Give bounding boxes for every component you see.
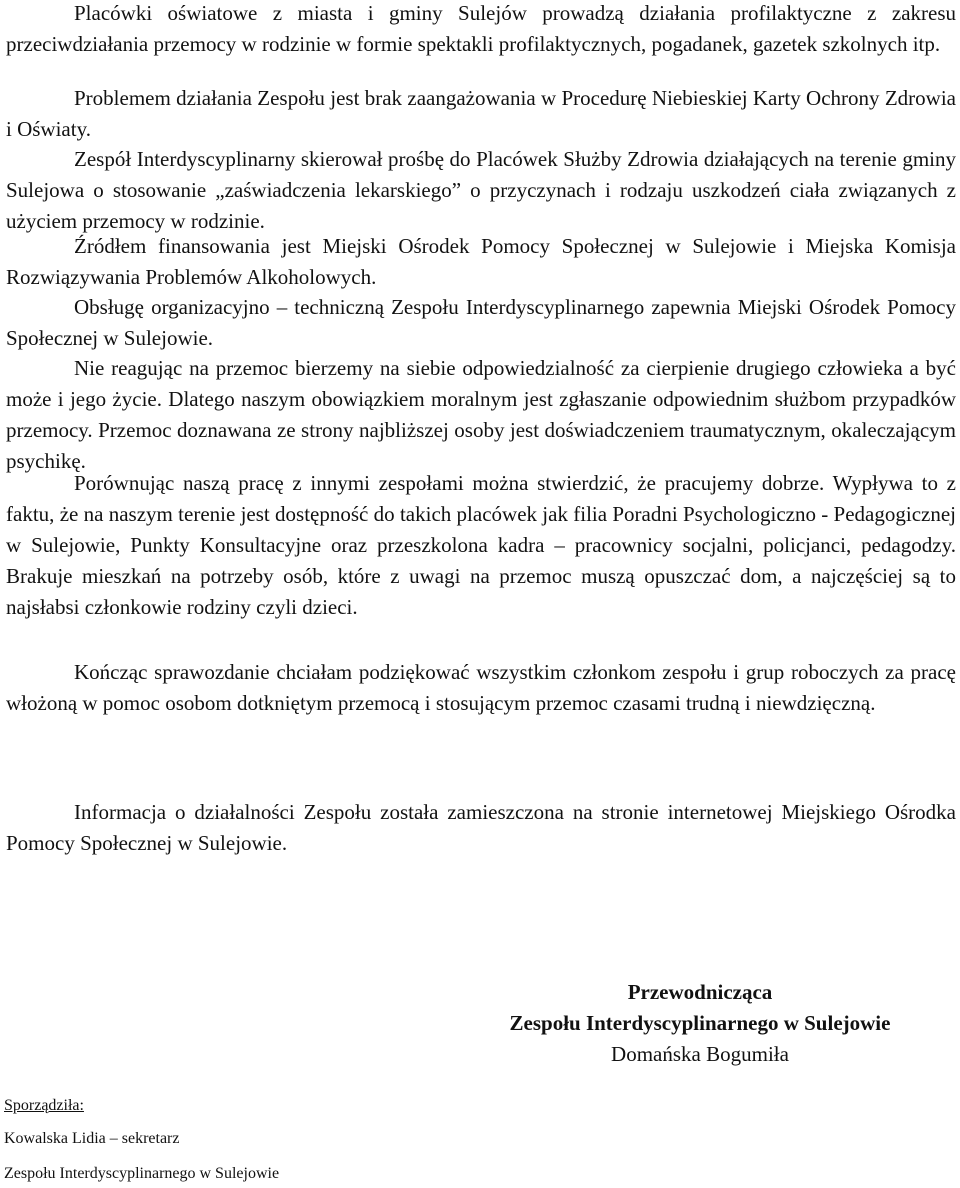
paragraph-procedure-problem: Problemem działania Zespołu jest brak zaangażowania w Procedurę Niebieskiej Karty Ochrony Zdrowia i Oświaty.: [6, 86, 956, 141]
signature-role: Przewodnicząca: [627, 980, 773, 1004]
prepared-by-organization: Zespołu Interdyscyplinarnego w Sulejowie: [4, 1165, 280, 1182]
paragraph-funding-source: Źródłem finansowania jest Miejski Ośrodek Pomocy Społecznej w Sulejowie i Miejska Komisja Rozwiązywania Problemów Alkoholowych.: [6, 234, 956, 289]
prepared-by-label: Sporządziła:: [4, 1097, 84, 1114]
paragraph-thanks: Kończąc sprawozdanie chciałam podziękować wszystkim członkom zespołu i grup roboczych za pracę włożoną w pomoc osobom dotkniętym przemocą i stosującym przemoc czasami trudną i niewdzięczną.: [6, 660, 956, 715]
paragraph-prevention-activities: Placówki oświatowe z miasta i gminy Sulejów prowadzą działania profilaktyczne z zakresu przeciwdziałania przemocy w rodzinie w formie spektakli profilaktycznych, pogadanek, gazetek szkolnych itp.: [6, 1, 956, 56]
paragraph-comparison: Porównując naszą pracę z innymi zespołami można stwierdzić, że pracujemy dobrze. Wypływa to z faktu, że na naszym terenie jest dostępność do takich placówek jak filia Poradni Psychologiczno - Pedagogicznej w Sulejowie, Punkty Konsultacyjne oraz przeszkolona kadra – pracownicy socjalni, policjanci, pedagodzy. Brakuje mieszkań na potrzeby osób, które z uwagi na przemoc muszą opuszczać dom, a najczęściej są to najsłabsi członkowie rodziny czyli dzieci.: [6, 471, 956, 619]
paragraph-health-request: Zespół Interdyscyplinarny skierował prośbę do Placówek Służby Zdrowia działających na terenie gminy Sulejowa o stosowanie „zaświadczenia lekarskiego” o przyczynach i rodzaju uszkodzeń ciała związanych z użyciem przemocy w rodzinie.: [6, 147, 956, 233]
paragraph-responsibility: Nie reagując na przemoc bierzemy na siebie odpowiedzialność za cierpienie drugiego człowieka a być może i jego życie. Dlatego naszym obowiązkiem moralnym jest zgłaszanie odpowiednim służbom przypadków przemocy. Przemoc doznawana ze strony najbliższej osoby jest doświadczeniem traumatycznym, okaleczającym psychikę.: [6, 356, 956, 473]
signature-block: [460, 977, 940, 1070]
signature-name: Domańska Bogumiła: [611, 1042, 789, 1066]
paragraph-website-info: Informacja o działalności Zespołu została zamieszczona na stronie internetowej Miejskiego Ośrodka Pomocy Społecznej w Sulejowie.: [6, 800, 956, 855]
paragraph-organizational-support: Obsługę organizacyjno – techniczną Zespołu Interdyscyplinarnego zapewnia Miejski Ośrodek Pomocy Społecznej w Sulejowie.: [6, 295, 956, 350]
prepared-by-author: Kowalska Lidia – sekretarz: [4, 1130, 180, 1147]
signature-organization: Zespołu Interdyscyplinarnego w Sulejowie: [509, 1011, 891, 1035]
prepared-by-block: [4, 1096, 504, 1184]
